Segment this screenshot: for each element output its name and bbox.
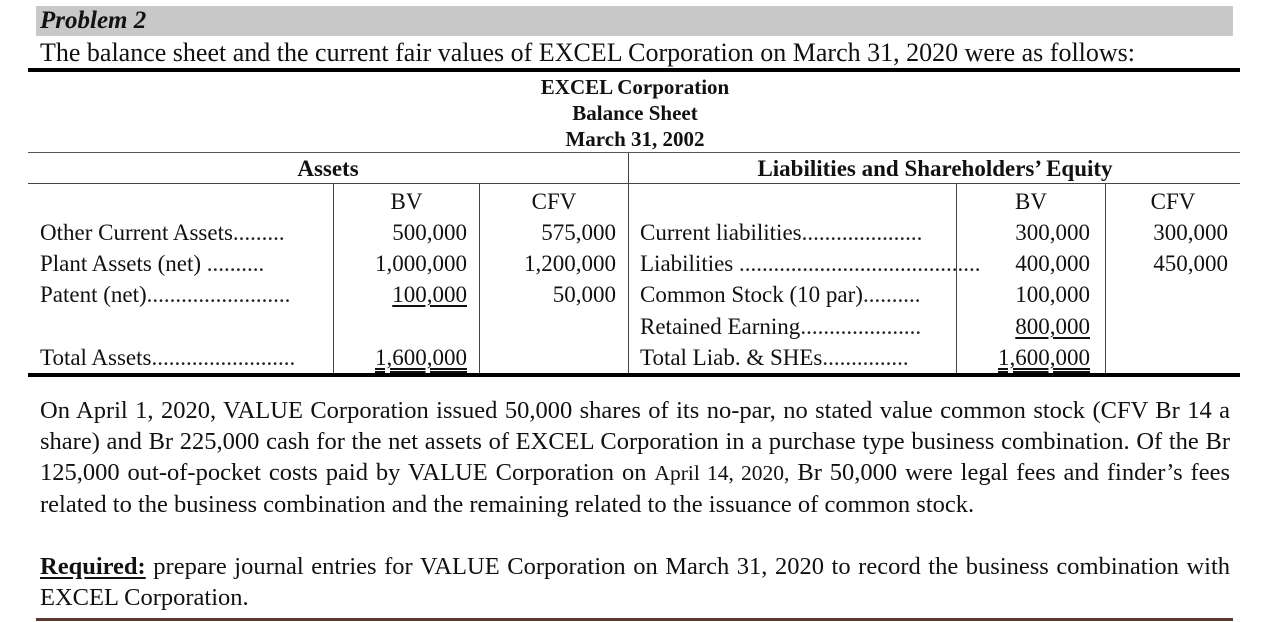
- liability-row-label: Retained Earning.....................: [640, 314, 922, 339]
- asset-row-bv: 100,000: [392, 282, 467, 307]
- required-paragraph: Required: prepare journal entries for VALUE Corporation on March 31, 2020 to record the business combination with EXCEL Corporation.: [40, 553, 1230, 611]
- liability-row-label: Liabilities ..........................................: [640, 251, 981, 276]
- asset-row-cfv: 575,000: [541, 220, 616, 245]
- liability-row-cfv: 450,000: [1153, 251, 1228, 276]
- liability-row-bv: 300,000: [1015, 220, 1090, 245]
- liability-row-label: Common Stock (10 par)..........: [640, 282, 921, 307]
- statement-name: Balance Sheet: [572, 101, 698, 125]
- liabilities-bv-header: BV: [1015, 189, 1047, 214]
- required-label: Required:: [40, 553, 146, 580]
- asset-row-label: Plant Assets (net) ..........: [40, 251, 265, 276]
- liability-row-label: Current liabilities.....................: [640, 220, 923, 245]
- asset-row-label: Patent (net).........................: [40, 282, 291, 307]
- page-bottom-rule: [36, 618, 1233, 621]
- asset-row-label: Other Current Assets.........: [40, 220, 285, 245]
- table-bottom-rule: [28, 373, 1240, 377]
- assets-title: Assets: [297, 156, 359, 181]
- liability-row-cfv: 300,000: [1153, 220, 1228, 245]
- liability-row-bv: 400,000: [1015, 251, 1090, 276]
- total-liabilities-bv: 1,600,000: [998, 345, 1090, 370]
- liability-row-bv: 800,000: [1015, 314, 1090, 339]
- company-name: EXCEL Corporation: [540, 75, 730, 99]
- problem-intro: The balance sheet and the current fair values of EXCEL Corporation on March 31, 2020 were as follows:: [40, 38, 1136, 67]
- section-divider: [28, 183, 1240, 184]
- column-divider: [628, 153, 629, 375]
- total-assets-label: Total Assets.........................: [40, 345, 296, 370]
- problem-title: Problem 2: [40, 7, 147, 34]
- asset-row-bv: 1,000,000: [375, 251, 467, 276]
- asset-row-cfv: 1,200,000: [524, 251, 616, 276]
- assets-cfv-header: CFV: [531, 189, 577, 214]
- header-divider: [28, 152, 1240, 153]
- problem-paragraph: On April 1, 2020, VALUE Corporation issued 50,000 shares of its no-par, no stated value common stock (CFV Br 14 a share) and Br 225,000 cash for the net assets of EXCEL Corporation in a purchase type business combination. Of the Br 125,000 out-of-pocket costs paid by VALUE Corporation on April 14, 2020, Br 50,000 were legal fees and finder’s fees related to the business combination and the remaining related to the issuance of common stock.: [40, 397, 1230, 518]
- total-assets-bv: 1,600,000: [375, 345, 467, 370]
- table-top-rule: [28, 68, 1240, 72]
- statement-date: March 31, 2002: [565, 127, 705, 151]
- liabilities-title: Liabilities and Shareholders’ Equity: [757, 156, 1113, 181]
- liabilities-cfv-header: CFV: [1150, 189, 1196, 214]
- liability-row-bv: 100,000: [1015, 282, 1090, 307]
- problem-title-bar: [36, 6, 1233, 36]
- asset-row-cfv: 50,000: [552, 282, 616, 307]
- asset-row-bv: 500,000: [392, 220, 467, 245]
- assets-bv-header: BV: [390, 189, 423, 214]
- total-liabilities-label: Total Liab. & SHEs...............: [640, 345, 909, 370]
